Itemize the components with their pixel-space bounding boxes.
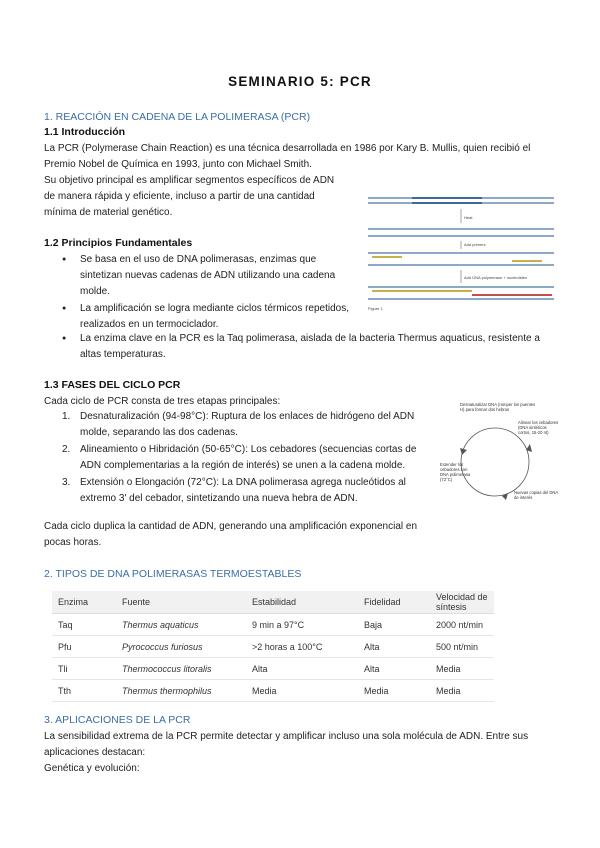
phase-text: Extensión o Elongación (72°C): La DNA polimerasa agrega nucleótidos al extremo 3' del cebador, sintetizando una nueva hebra de ADN. [80, 477, 406, 504]
cycle-label-anneal: Alinear los cebadores (DNA sintéticos cortos, 15-20 nt) [518, 420, 559, 435]
table-cell: 500 nt/min [430, 636, 494, 658]
figure1-caption: Figure 1 [368, 306, 383, 311]
intro-heading: 1.1 Introducción [44, 126, 126, 138]
phase-item [62, 442, 437, 474]
principles-list-cont [62, 331, 562, 363]
principle-item: ● La amplificación se logra mediante ciclos térmicos repetidos, realizados en un termociclador. [62, 301, 352, 333]
table-cell: Alta [358, 636, 430, 658]
phases-list [62, 409, 437, 508]
table-row [52, 658, 494, 680]
table-cell: Media [246, 680, 358, 702]
principles-heading: 1.2 Principios Fundamentales [44, 237, 193, 249]
cycle-label-denature: Desnaturalizar DNA (romper los puentes H) para formar dos hebras [460, 402, 536, 412]
applications-paragraph: La sensibilidad extrema de la PCR permite detectar y amplificar incluso una sola molécula de ADN. Entre sus aplicaciones destacan: [44, 731, 529, 758]
figure1-label: Add primers [464, 242, 486, 247]
phase-number: 1. [62, 411, 71, 422]
table-cell: Media [358, 680, 430, 702]
phases-heading: 1.3 FASES DEL CICLO PCR [44, 379, 181, 391]
figure1-label: Add DNA polymerase + nucleotides [464, 275, 528, 280]
figure1-label: Heat [464, 215, 473, 220]
section-1-heading: 1. REACCIÓN EN CADENA DE LA POLIMERASA (PCR) [44, 111, 311, 123]
table-row [52, 636, 494, 658]
table-cell: Taq [52, 614, 116, 636]
page-title: SEMINARIO 5: PCR [228, 74, 372, 89]
column-header: Estabilidad [246, 591, 358, 614]
phase-number: 2. [62, 444, 71, 455]
phase-number: 3. [62, 477, 71, 488]
intro-paragraph-1: La PCR (Polymerase Chain Reaction) es una técnica desarrollada en 1986 por Kary B. Mullis, quien recibió el Premio Nobel de Química en 1993, junto con Michael Smith. [44, 143, 531, 170]
table-cell: Media [430, 658, 494, 680]
table-cell: Thermus thermophilus [116, 680, 246, 702]
table-cell: 2000 nt/min [430, 614, 494, 636]
table-cell: Tli [52, 658, 116, 680]
table-row [52, 680, 494, 702]
table-cell: Baja [358, 614, 430, 636]
pcr-cycle-diagram [440, 400, 560, 518]
intro-paragraph-2: Su objetivo principal es amplificar segmentos específicos de ADN de manera rápida y eficiente, incluso a partir de una cantidad mínima de material genético. [44, 175, 335, 218]
phases-intro: Cada ciclo de PCR consta de tres etapas principales: [44, 396, 281, 407]
table-cell: Media [430, 680, 494, 702]
cycle-label-copies: Nuevas copias del DNA de interés [514, 490, 558, 500]
column-header: Velocidad de síntesis [430, 591, 494, 614]
column-header: Fidelidad [358, 591, 430, 614]
table-header-row [52, 591, 494, 614]
table-cell: Pfu [52, 636, 116, 658]
pcr-strands-diagram [362, 193, 560, 313]
table-cell: Pyrococcus furiosus [116, 636, 246, 658]
polymerase-table [52, 591, 494, 702]
phase-text: Desnaturalización (94-98°C): Ruptura de los enlaces de hidrógeno del ADN molde, separando las dos cadenas. [80, 411, 415, 438]
phases-outro: Cada ciclo duplica la cantidad de ADN, generando una amplificación exponencial en pocas horas. [44, 521, 418, 548]
section-3-heading: 3. APLICACIONES DE LA PCR [44, 714, 191, 726]
table-cell: >2 horas a 100°C [246, 636, 358, 658]
phase-item [62, 475, 437, 507]
phase-text: Alineamiento o Hibridación (50-65°C): Los cebadores (secuencias cortas de ADN complementarias a la región de interés) se unen a la cadena molde. [80, 444, 417, 471]
column-header: Enzima [52, 591, 116, 614]
principle-item: ● La enzima clave en la PCR es la Taq polimerasa, aislada de la bacteria Thermus aquaticus, resistente a altas temperaturas. [62, 331, 562, 363]
principle-item: ● Se basa en el uso de DNA polimerasas, enzimas que sintetizan nuevas cadenas de ADN utilizando una cadena molde. [62, 252, 352, 300]
section-2-heading: 2. TIPOS DE DNA POLIMERASAS TERMOESTABLES [44, 568, 302, 580]
table-cell: Tth [52, 680, 116, 702]
phase-item [62, 409, 437, 441]
table-cell: Thermococcus litoralis [116, 658, 246, 680]
principles-list [62, 252, 352, 333]
table-cell: Thermus aquaticus [116, 614, 246, 636]
column-header: Fuente [116, 591, 246, 614]
pcr-strands-figure [362, 193, 560, 313]
table-row [52, 614, 494, 636]
table-cell: Alta [358, 658, 430, 680]
table-cell: 9 min a 97°C [246, 614, 358, 636]
genetics-subheading: Genética y evolución: [44, 763, 140, 774]
table-cell: Alta [246, 658, 358, 680]
pcr-cycle-figure [440, 400, 560, 518]
cycle-label-extend: Extender los cebadores con DNA polimerasa (72°C) [440, 462, 471, 482]
